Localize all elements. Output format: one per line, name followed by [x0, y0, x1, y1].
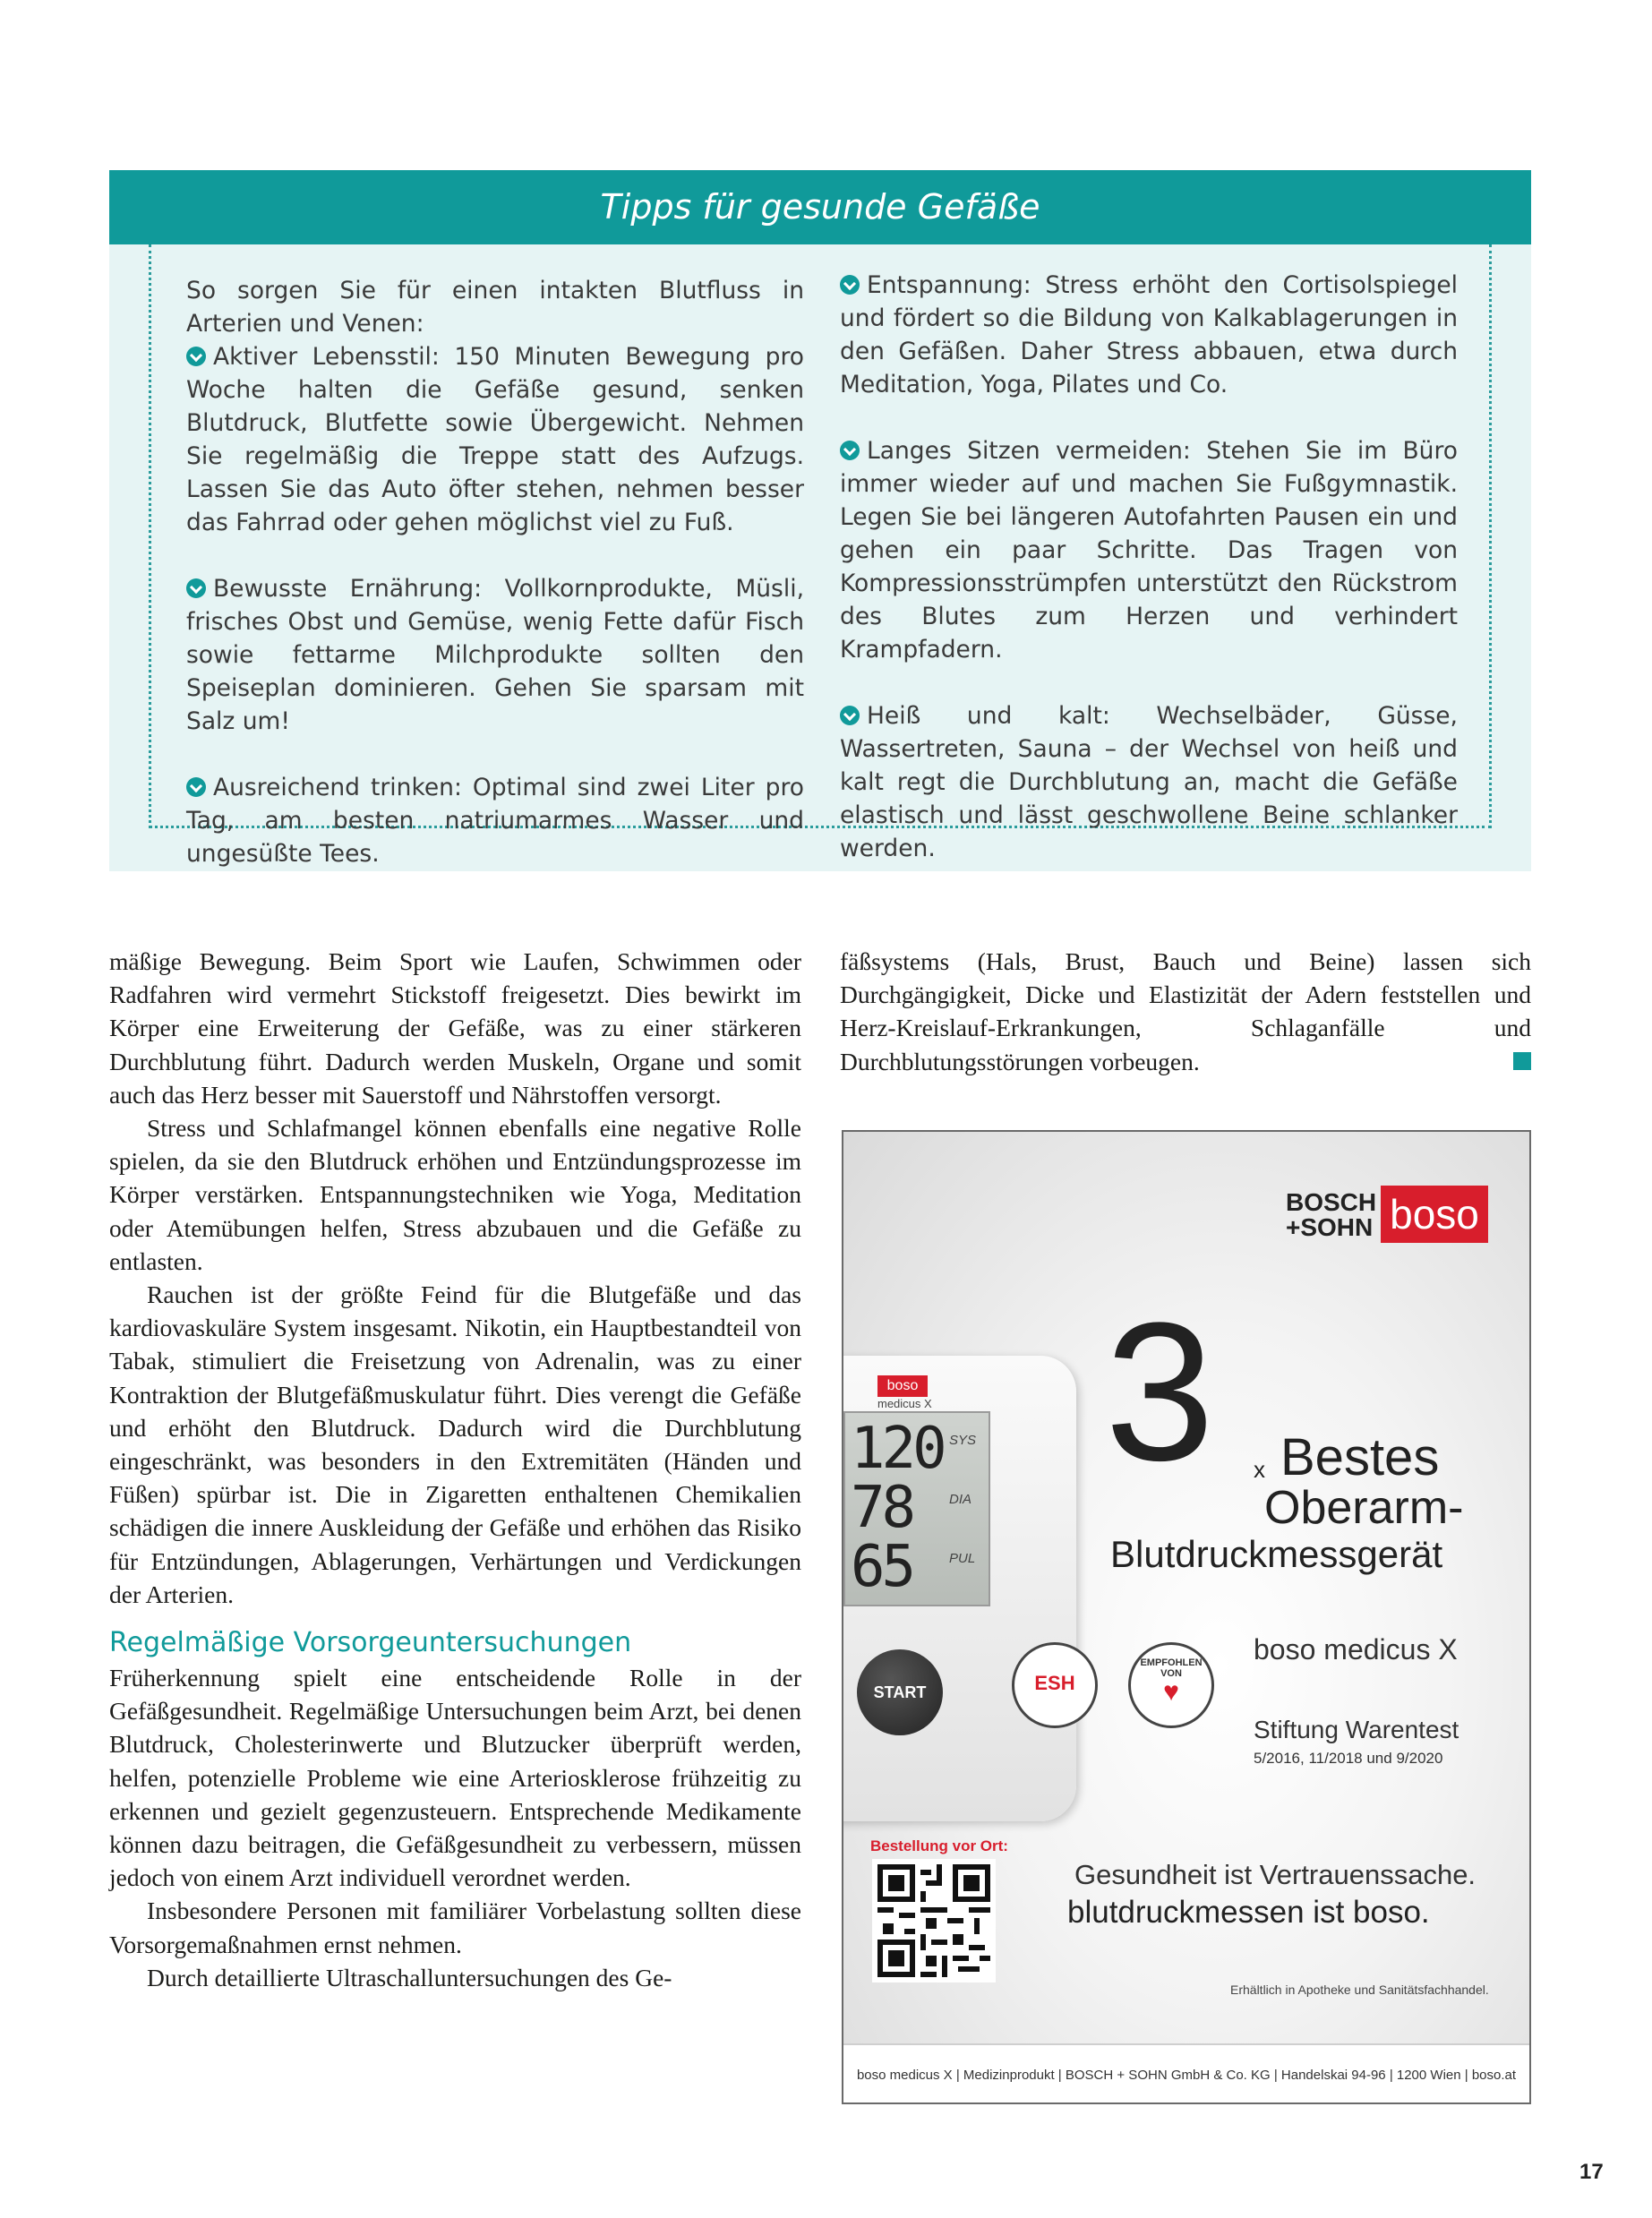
check-bullet-icon — [840, 275, 860, 295]
article-paragraph: mäßige Bewegung. Beim Sport wie Laufen, Schwimmen oder Radfahren wird vermehrt Stickstoff freigesetzt. Dies bewirkt im Körper eine Erweiterung der Gefäße, was zu einer stärkeren Durchblutung führt. Dadurch werden Muskeln, Organe und somit auch das Herz besser mit Sauerstoff und Nährstoffen versorgt. — [109, 947, 801, 1109]
check-bullet-icon — [840, 706, 860, 725]
ad-availability: Erhältlich in Apotheke und Sanitätsfachhandel. — [1230, 1982, 1489, 1997]
tip-item: Bewusste Ernährung: Vollkornprodukte, Müsli, frisches Obst und Gemüse, wenig Fette dafür Fisch sowie fettarme Milchprodukte sollten den Speiseplan dominieren. Gehen Sie sparsam mit Salz um! — [186, 575, 804, 735]
display-sys-value: 120 — [851, 1416, 944, 1482]
section-subheading: Regelmäßige Vorsorgeuntersuchungen — [109, 1627, 632, 1659]
device-model-label: medicus X — [877, 1397, 932, 1410]
herzverband-seal-icon: EMPFOHLEN VON ♥ — [1128, 1642, 1214, 1728]
tips-box — [109, 170, 1531, 871]
headline-oberarm: Oberarm- — [1264, 1482, 1464, 1534]
tip-item: Entspannung: Stress erhöht den Cortisolspiegel und fördert so die Bildung von Kalkablagerungen in den Gefäßen. Daher Stress abbauen, etwa durch Meditation, Yoga, Pilates und Co. — [840, 271, 1458, 398]
bosch-sohn-logo: BOSCH +SOHN — [1286, 1188, 1377, 1241]
ad-test-dates: 5/2016, 11/2018 und 9/2020 — [1254, 1750, 1443, 1767]
display-dia-label: DIA — [949, 1492, 972, 1507]
qr-code-icon — [872, 1859, 996, 1982]
tip-item: Aktiver Lebensstil: 150 Minuten Bewegung pro Woche halten die Gefäße gesund, senken Blutdruck, Blutfette sowie Übergewicht. Nehmen Sie regelmäßig die Treppe statt des Aufzugs. Lassen Sie das Auto öfter stehen, nehmen besser das Fahrrad oder gehen möglichst viel zu Fuß. — [186, 343, 804, 536]
device-brand-label: boso — [877, 1375, 928, 1397]
check-bullet-icon — [840, 441, 860, 460]
ad-order-label: Bestellung vor Ort: — [870, 1837, 1008, 1854]
tips-column-right — [840, 269, 1458, 898]
display-pul-label: PUL — [949, 1551, 976, 1566]
article-paragraph: Stress und Schlafmangel können ebenfalls eine negative Rolle spielen, da sie den Blutdruck erhöhen und Entzündungsprozesse im Körper verstärken. Entspannungstechniken wie Yoga, Meditation oder Atemübungen helfen, Stress abzubauen und die Gefäße zu entlasten. — [109, 1114, 801, 1275]
check-bullet-icon — [186, 777, 206, 797]
article-column-right — [840, 945, 1531, 1078]
check-bullet-icon — [186, 578, 206, 598]
tips-title: Tipps für gesunde Gefäße — [109, 170, 1531, 244]
headline-x: x — [1254, 1456, 1265, 1483]
tip-item: Heiß und kalt: Wechselbäder, Güsse, Wassertreten, Sauna – der Wechsel von heiß und kalt regt die Durchblutung an, macht die Gefäße elastisch und lässt geschwollene Beine schlanker werden. — [840, 702, 1458, 862]
ad-model-name: boso medicus X — [1254, 1633, 1458, 1666]
ad-slogan-2: blutdruckmessen ist boso. — [1067, 1895, 1430, 1930]
boso-logo: boso — [1381, 1186, 1488, 1243]
advertisement — [842, 1130, 1531, 2104]
heart-icon: ♥ — [1163, 1677, 1179, 1707]
tips-column-left — [186, 274, 804, 903]
display-pul-value: 65 — [851, 1534, 913, 1600]
article-paragraph: Durch detaillierte Ultraschalluntersuchungen des Ge- — [147, 1963, 672, 1991]
device-display — [843, 1411, 990, 1606]
tip-item: Langes Sitzen vermeiden: Stehen Sie im Büro immer wieder auf und machen Sie Fußgymnastik. Legen Sie bei längeren Autofahrten Pausen ein und gehen ein paar Schritte. Das Tragen von Kompressionsstrümpfen unterstützt den Rückstrom des Blutes zum Herzen und verhindert Krampfadern. — [840, 437, 1458, 664]
ad-test-name: Stiftung Warentest — [1254, 1716, 1459, 1743]
article-paragraph: Insbesondere Personen mit familiärer Vorbelastung sollten diese Vorsorgemaßnahmen ernst nehmen. — [109, 1897, 801, 1958]
headline-bestes: Bestes — [1280, 1428, 1440, 1486]
article-paragraph: Früherkennung spielt eine entscheidende Rolle in der Gefäßgesundheit. Regelmäßige Untersuchungen beim Arzt, bei denen Blutdruck, Cholesterinwerte und Blutzucker überprüft werden, helfen, potenzielle Probleme wie eine Arteriosklerose frühzeitig zu erkennen und gezielt gegenzusteuern. Entsprechende Medikamente können dazu beitragen, die Gefäßgesundheit zu verbessern, müssen jedoch von einem Arzt individuell verordnet werden. — [109, 1664, 801, 1892]
end-mark-icon — [1513, 1052, 1531, 1070]
tips-intro: So sorgen Sie für einen intakten Blutfluss in Arterien und Venen: — [186, 277, 804, 338]
article-paragraph: Rauchen ist der größte Feind für die Blutgefäße und das kardiovaskuläre System insgesamt. Nikotin, ein Hauptbestandteil von Tabak, stimuliert die Freisetzung von Adrenalin, was zu einer Kontraktion der Blutgefäßmuskulatur führt. Dies verengt die Gefäße und erhöht den Blutdruck. Dadurch wird die Durchblutung eingeschränkt, was besonders in den Extremitäten (Händen und Füßen) spürbar ist. Die in Zigaretten enthaltenen Chemikalien schädigen die innere Auskleidung der Gefäße und erhöhen das Risiko für Entzündungen, Ablagerungen, Verhärtungen und Verdickungen der Arterien. — [109, 1280, 801, 1608]
display-dia-value: 78 — [851, 1475, 913, 1541]
ad-slogan-1: Gesundheit ist Vertrauenssache. — [1074, 1859, 1477, 1890]
esh-seal-icon: ESH — [1012, 1642, 1098, 1728]
tip-item: Ausreichend trinken: Optimal sind zwei Liter pro Tag, am besten natriumarmes Wasser und ungesüßte Tees. — [186, 774, 804, 868]
headline-product: Blutdruckmessgerät — [1110, 1533, 1443, 1575]
display-sys-label: SYS — [949, 1433, 977, 1448]
page-number: 17 — [1579, 2160, 1604, 2184]
check-bullet-icon — [186, 347, 206, 366]
article-column-left — [109, 945, 801, 1994]
headline-number: 3 — [1105, 1281, 1215, 1502]
device-start-button: START — [857, 1649, 943, 1735]
article-paragraph: fäßsystems (Hals, Brust, Bauch und Beine) lassen sich Durchgängigkeit, Dicke und Elastizität der Adern feststellen und Herz-Kreislauf-Erkrankungen, Schlaganfälle und Durchblutungsstörungen vorbeugen. — [840, 947, 1531, 1075]
ad-footer: boso medicus X | Medizinprodukt | BOSCH + SOHN GmbH & Co. KG | Handelskai 94-96 | 1200 Wien | boso.at — [843, 2043, 1529, 2104]
